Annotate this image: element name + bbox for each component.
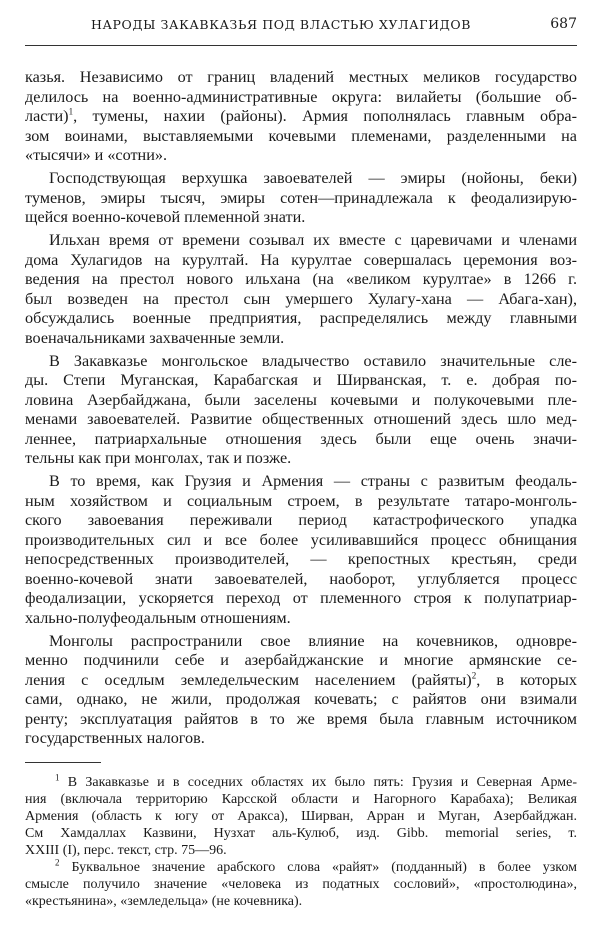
- text-line: производительных сил и все более усиливавшийся процесс обнищания: [25, 530, 577, 549]
- footnote-divider: [25, 762, 101, 763]
- footnote: [25, 774, 577, 859]
- text-line: ского завоевания переживали период катастрофического упадка: [25, 511, 577, 530]
- main-text: [25, 68, 577, 753]
- paragraph: [25, 352, 577, 469]
- text-line: ведения на престол нового ильхана (на «великом курултае» в 1266 г.: [25, 270, 577, 289]
- text-line: ловина Азербайджана, были заселены кочевыми и полукочевыми пле-: [25, 390, 577, 409]
- footnote-line: $^2$ Буквальное значение арабского слова «райят» (подданный) в более узком: [55, 857, 577, 875]
- text-line: государственных налогов.: [25, 729, 205, 748]
- paragraph: [25, 169, 577, 228]
- paragraph: [25, 68, 577, 166]
- footnote-marker: 1: [68, 106, 74, 117]
- text-line: туменов, эмиры тысяч, эмиры сотен—принадлежала к феодализирую-: [25, 188, 577, 207]
- text-line: сами, однако, не жили, продолжая кочевать; с райятов они взимали: [25, 690, 577, 709]
- text-line: ды. Степи Муганская, Карабагская и Ширванская, т. е. добрая по-: [25, 371, 577, 390]
- text-line: Господствующая верхушка завоевателей — эмиры (нойоны, беки): [49, 169, 577, 188]
- footnote-line: См Хамдаллах Казвини, Нузхат аль-Кулюб, изд. Gibb. memorial series, т.: [25, 826, 577, 841]
- text-line: ласти)$^1$, тумены, нахии (районы). Армия пополнялась главным обра-: [25, 106, 577, 125]
- text-line: менно подчинили себе и азербайджанские и многие армянские се-: [25, 651, 577, 670]
- footnote-line: Армения (область к югу от Аракса), Ширван, Арран и Муган, Азербайджан.: [25, 809, 577, 824]
- text-line: леннее, патриархальные отношения здесь были еще очень значи-: [25, 429, 577, 448]
- running-header: [25, 14, 577, 38]
- text-line: казья. Независимо от границ владений местных меликов государство: [25, 68, 577, 86]
- text-line: военно-кочевой знати завоевателей, наоборот, углубляется процесс: [25, 569, 577, 588]
- text-line: обсуждались военные предприятия, распределялись между главными: [25, 309, 577, 328]
- running-title: НАРОДЫ ЗАКАВКАЗЬЯ ПОД ВЛАСТЬЮ ХУЛАГИДОВ: [90, 17, 472, 32]
- footnote-line: смысле получило значение «человека из податных сословий», «простолюдина»,: [25, 877, 577, 892]
- text-line: щейся военно-кочевой племенной знати.: [25, 208, 306, 227]
- paragraph: [25, 632, 577, 749]
- footnote-marker: 1: [55, 772, 60, 783]
- footnote: [25, 859, 577, 910]
- footnote-marker: 2: [55, 857, 60, 868]
- text-line: феодализации, ускоряется переход от племенного строя к полупатриар-: [25, 589, 577, 608]
- text-line: тельны как при монголах, так и позже.: [25, 449, 292, 468]
- text-line: был возведен на престол сын умершего Хулагу-хана — Абага-хан),: [25, 289, 577, 308]
- text-line: непосредственных производителей, — крепостных крестьян, среди: [25, 550, 577, 569]
- text-line: Монголы распространили свое влияние на кочевников, одновре-: [49, 631, 577, 650]
- footnote-line: XXIII (I), перс. текст, стр. 75—96.: [25, 843, 227, 858]
- text-line: ренту; эксплуатация райятов в то же время была главным источником: [25, 709, 577, 728]
- text-line: ления с оседлым земледельческим населением (райяты)$^2$, в которых: [25, 670, 577, 689]
- text-line: В Закавказье монгольское владычество оставило значительные сле-: [49, 351, 577, 370]
- text-line: зом воинами, выставляемыми кочевыми племенами, разделенными на: [25, 126, 577, 145]
- footnote-line: ния (включала территорию Карсской области и Нагорного Карабаха); Великая: [25, 792, 577, 807]
- text-line: делилось на военно-административные округа: вилайеты (большие об-: [25, 87, 577, 106]
- footnote-line: «крестьянина», «земледельца» (не кочевника).: [25, 894, 303, 909]
- text-line: В то время, как Грузия и Армения — страны с развитым феодаль-: [49, 472, 577, 491]
- text-line: военачальниками захваченные земли.: [25, 328, 285, 347]
- text-line: ным хозяйством и социальным строем, в результате татаро-монголь-: [25, 491, 577, 510]
- page-number: 687: [550, 16, 577, 32]
- footnote-line: $^1$ В Закавказье и в соседних областях их было пять: Грузия и Северная Арме-: [55, 772, 577, 790]
- text-line: менами завоевателей. Развитие общественных отношений здесь шло мед-: [25, 410, 577, 429]
- text-line: дома Хулагидов на курултай. На курултае совершалась церемония воз-: [25, 250, 577, 269]
- text-line: хально-полуфеодальным отношениям.: [25, 608, 291, 627]
- text-line: Ильхан время от времени созывал их вместе с царевичами и членами: [49, 231, 577, 250]
- paragraph: [25, 231, 577, 348]
- footnote-marker: 2: [471, 670, 477, 681]
- paragraph: [25, 472, 577, 628]
- footnotes: [25, 774, 577, 910]
- text-line: «тысячи» и «сотни».: [25, 146, 168, 164]
- header-rule: [25, 45, 577, 46]
